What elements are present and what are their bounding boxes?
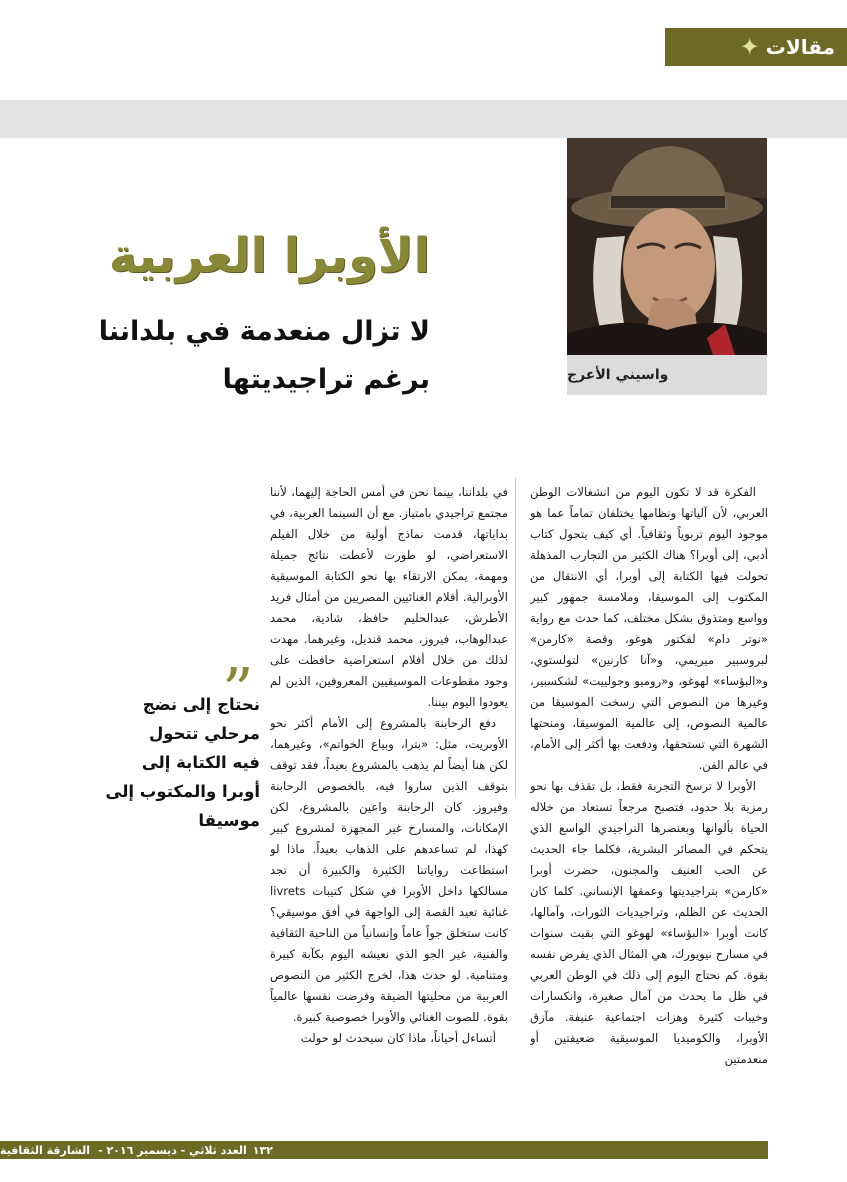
page-number: ١٣٢ bbox=[252, 1143, 273, 1157]
pull-quote-line: فيه الكتابة إلى bbox=[141, 753, 260, 772]
publication-name: الشارقة الثقافية bbox=[0, 1143, 91, 1157]
header-band bbox=[0, 100, 847, 138]
body-paragraph: الفكرة قد لا تكون اليوم من انشغالات الوطن العربي، لأن آلياتها ونظامها يختلفان تماماً عما هو موجود اليوم تربوياً وثقافياً. أي كيف يتحول كتاب أدبي، إلى أوبرا؟ هناك الكثير من التجارب المذهلة تحولت فيها الكتابة إلى أوبرا، أي الانتقال من المكتوب إلى الموسيقا، وملامسة جمهور كبير وواسع ومتذوق بشكل مختلف، كما حدث مع رواية «نوتر دام» لفكتور هوغو، وقصة «كارمن» لبروسبير ميريمي، و«آنا كارنين» لتولستوي، و«البؤساء» لهوغو، و«روميو وجولييت» لشكسبير، وغيرها من النصوص التي رسخت الموسيقا من عالمية النصوص، إلى عالمية الموسيقا، ومنحتها الشهرة التي تستحقها، ودفعت بها أكثر إلى الأمام، في عالم الفن. bbox=[530, 485, 768, 772]
quote-mark-icon: ” bbox=[222, 654, 254, 727]
author-photo bbox=[567, 138, 767, 355]
column-rule bbox=[515, 478, 516, 798]
body-paragraph: أتساءل أحياناً، ماذا كان سيحدث لو حولت bbox=[300, 1031, 496, 1045]
section-tab bbox=[665, 28, 847, 66]
body-paragraph: دفع الرحابنة بالمشروع إلى الأمام أكثر نحو الأوبريت، مثل: «بترا، وبياع الخواتم»، وغيرهما، لكن هنا أيضاً لم يذهب بالمشروع بعيداً، فقد توقف بتوقف الذين ساروا فيه، بالخصوص الرحابنة وفيروز. كان الرحابنة واعين بالمشروع، لكن الإمكانات، والمسارح غير المجهزة لمشروع كبير كهذا، لم تساعدهم على الذهاب بعيداً. ماذا لو استطاعت رواياتنا الكثيرة والكبيرة أن تجد مسالكها داخل الأوبرا في شكل كتيبات livrets غنائية تعيد القصة إلى الواجهة في أفق موسيقي؟ كانت ستخلق جواً عاماً وإنسانياً من الناحية الثقافية والفنية، غير الجو الذي نعيشه اليوم بكآبة كبيرة ومتنامية. لو حدث هذا، لخرج الكثير من النصوص العربية من محليتها الضيقة وفرضت نفسها عالمياً بقوة. للصوت الغنائي والأوبرا خصوصية كبيرة. bbox=[270, 716, 508, 1024]
pull-quote-line: موسيقا bbox=[198, 811, 260, 830]
pull-quote-line: نحتاج إلى نضج bbox=[142, 695, 260, 714]
body-column-middle bbox=[270, 482, 508, 1118]
author-name: واسيني الأعرج bbox=[567, 367, 669, 383]
article-title: الأوبرا العربية bbox=[108, 228, 430, 284]
body-column-right bbox=[530, 482, 768, 1118]
subtitle-line-2: برغم تراجيديتها bbox=[222, 364, 430, 395]
article-subtitle bbox=[70, 308, 430, 404]
body-paragraph: الأوبرا لا ترسخ التجربة فقط، بل تقذف بها نحو رمزية بلا حدود، فتصبح مرجعاً تستعاد من خلاله الحياة بألوانها وبعنصرها التراجيدي الواسع الذي يتحكم في المصائر البشرية، فكلما جاء الحديث عن الحب العنيف والمجنون، حضرت أوبرا «كارمن» بتراجيديتها وعمقها الإنساني. كلما كان الحديث عن الظلم، وتراجيديات الثورات، وآمالها، كانت أوبرا «البؤساء» لهوغو التي بقيت سنوات في مسارح نيويورك، هي المثال الذي يفرض نفسه بقوة. كم نحتاج اليوم إلى ذلك في الوطن العربي في ظل ما يحدث من آمال صغيرة، وانكسارات وخيبات كثيرة وهزات اجتماعية عنيفة. مآزق الأوبرا، والكوميديا الموسيقية ضعيفتين أو منعدمتين bbox=[530, 779, 768, 1066]
page-footer bbox=[0, 1141, 768, 1159]
pull-quote bbox=[70, 690, 260, 835]
section-ornament-icon: ✦ bbox=[739, 33, 760, 61]
section-label: مقالات bbox=[765, 35, 835, 59]
photo-caption bbox=[567, 355, 767, 395]
portrait-illustration bbox=[567, 138, 767, 355]
pull-quote-line: مرحلي تتحول bbox=[148, 724, 260, 743]
subtitle-line-1: لا تزال منعدمة في بلداننا bbox=[98, 316, 430, 347]
issue-info: العدد ثلاثي - ديسمبر ٢٠١٦ - bbox=[98, 1143, 247, 1157]
pull-quote-line: أوبرا والمكتوب إلى bbox=[105, 782, 260, 801]
body-paragraph: في بلداننا، بينما نحن في أمس الحاجة إليهما، لأننا مجتمع تراجيدي بامتياز. مع أن السينما العربية، في بداياتها، قدمت نماذج أولية من خلال الفيلم الاستعراضي، لو طورت لأعطت نتائج جميلة ومهمة، يمكن الارتقاء بها نحو الكتابة الموسيقية الأوبرالية. أفلام الغنائيين المصريين من أمثال فريد الأطرش، عبدالحليم حافظ، شادية، محمد عبدالوهاب، فيروز، محمد قنديل، وغيرهما. مهدت لذلك من خلال أفلام استعراضية حافظت على وجود مقطوعات الموسيقيين المعروفين، الذين لم يعودوا اليوم بيننا. bbox=[270, 485, 508, 709]
